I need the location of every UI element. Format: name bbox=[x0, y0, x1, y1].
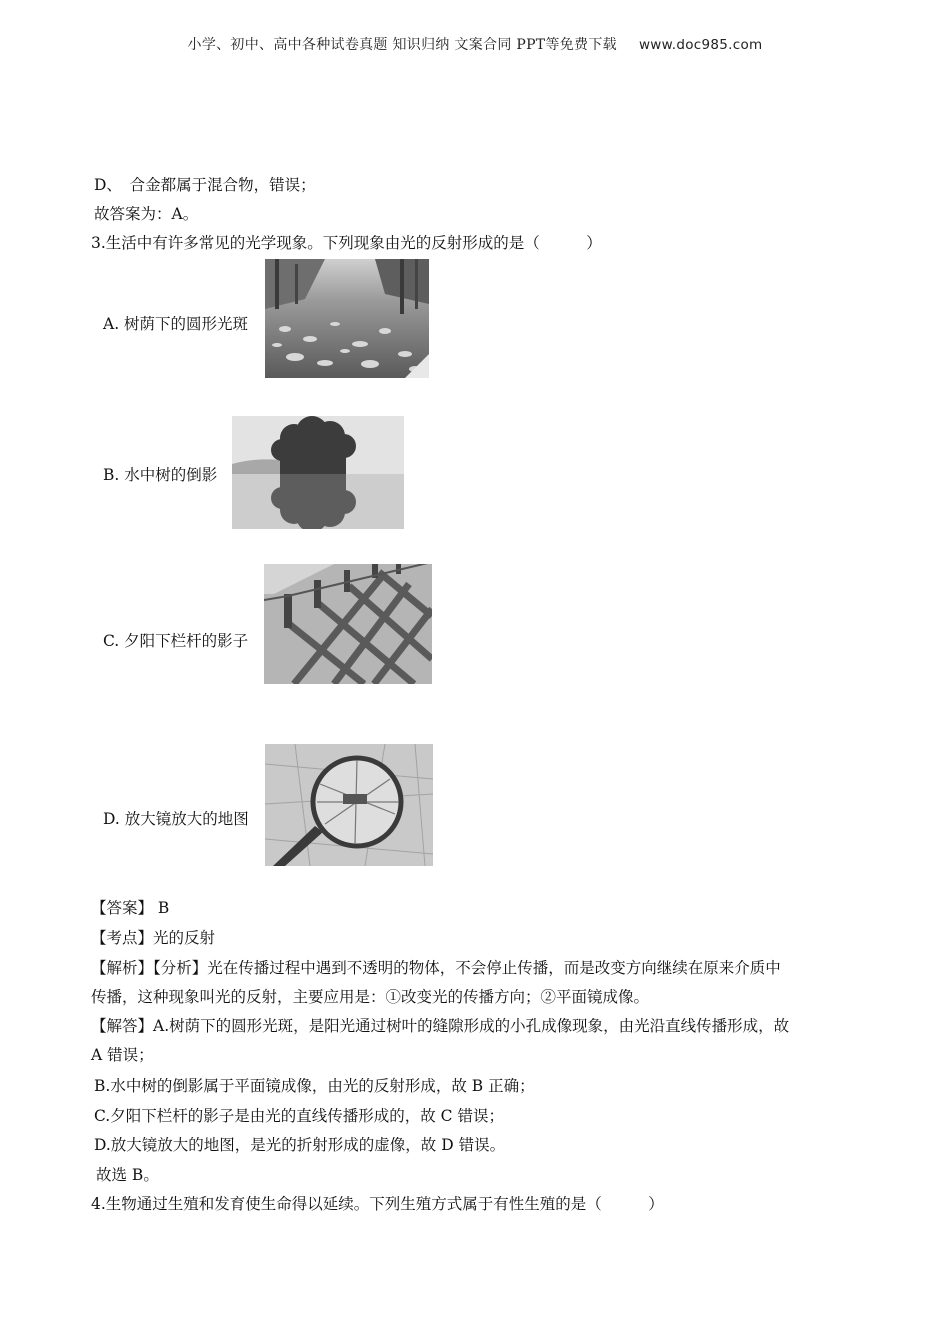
magnifier-map-photo bbox=[265, 744, 433, 866]
page-header bbox=[0, 34, 950, 54]
solution-d: D.放大镜放大的地图，是光的折射形成的虚像，故 D 错误。 bbox=[94, 1136, 506, 1154]
analysis-line-1: 【解析】【分析】光在传播过程中遇到不透明的物体，不会停止传播，而是改变方向继续在原来介质中 bbox=[91, 959, 781, 977]
solution-line-1: 【解答】A.树荫下的圆形光斑，是阳光通过树叶的缝隙形成的小孔成像现象，由光沿直线传播形成，故 bbox=[91, 1017, 790, 1035]
question-3-stem: 3.生活中有许多常见的光学现象。下列现象由光的反射形成的是（ ） bbox=[91, 234, 602, 252]
solution-line-2: A 错误； bbox=[91, 1046, 154, 1064]
solution-c: C.夕阳下栏杆的影子是由光的直线传播形成的，故 C 错误； bbox=[94, 1107, 504, 1125]
header-text: 小学、初中、高中各种试卷真题 知识归纳 文案合同 PPT等免费下载 bbox=[187, 37, 617, 53]
railing-shadow-photo bbox=[264, 564, 432, 684]
answer-line: 【答案】 B bbox=[91, 899, 170, 917]
solution-b: B.水中树的倒影属于平面镜成像，由光的反射形成，故 B 正确； bbox=[94, 1077, 535, 1095]
option-b-label: B. 水中树的倒影 bbox=[103, 466, 218, 484]
analysis-line-2: 传播，这种现象叫光的反射，主要应用是：①改变光的传播方向；②平面镜成像。 bbox=[91, 988, 650, 1006]
header-site: www.doc985.com bbox=[638, 37, 763, 53]
final-choice: 故选 B。 bbox=[96, 1166, 159, 1184]
tree-shade-light-spots-photo bbox=[265, 259, 429, 378]
tree-reflection-in-water-photo bbox=[232, 416, 404, 529]
prev-option-d-explanation: D、 合金都属于混合物，错误； bbox=[94, 176, 316, 194]
knowledge-point: 【考点】光的反射 bbox=[91, 929, 216, 947]
option-a-label: A. 树荫下的圆形光斑 bbox=[103, 315, 249, 333]
option-d-label: D. 放大镜放大的地图 bbox=[103, 810, 249, 828]
prev-answer: 故答案为：A。 bbox=[94, 205, 199, 223]
option-c-label: C. 夕阳下栏杆的影子 bbox=[103, 632, 249, 650]
question-4-stem: 4.生物通过生殖和发育使生命得以延续。下列生殖方式属于有性生殖的是（ ） bbox=[91, 1195, 664, 1213]
